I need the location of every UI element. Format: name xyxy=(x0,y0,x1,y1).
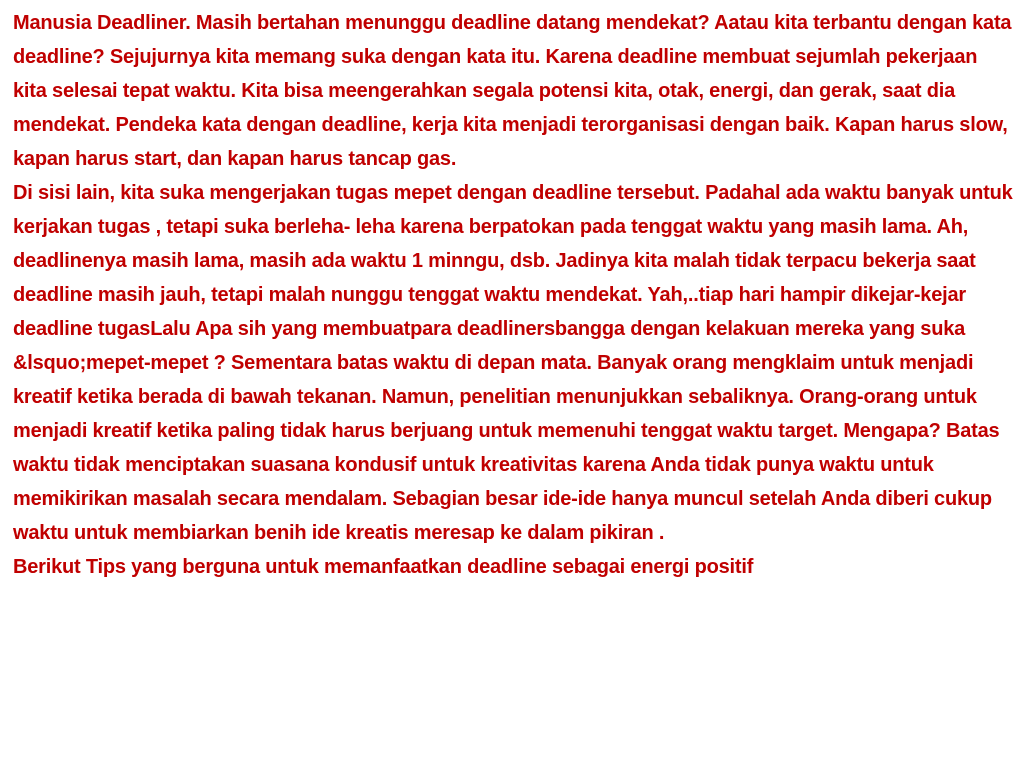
paragraph-berikut-tips: Berikut Tips yang berguna untuk memanfaatkan deadline sebagai energi positif xyxy=(13,556,754,578)
slide-body-text xyxy=(13,6,1013,584)
paragraph-manusia-deadliner: Manusia Deadliner. Masih bertahan menunggu deadline datang mendekat? Aatau kita terbantu dengan kata deadline? Sejujurnya kita memang suka dengan kata itu. Karena deadline membuat sejumlah pekerjaan kita selesai tepat waktu. Kita bisa meengerahkan segala potensi kita, otak, energi, dan gerak, saat dia mendekat. Pendeka kata dengan deadline, kerja kita menjadi terorganisasi dengan baik. Kapan harus slow, kapan harus start, dan kapan harus tancap gas. xyxy=(13,12,1012,170)
paragraph-di-sisi-lain: Di sisi lain, kita suka mengerjakan tugas mepet dengan deadline tersebut. Padahal ada waktu banyak untuk kerjakan tugas , tetapi suka berleha- leha karena berpatokan pada tenggat waktu yang masih lama. Ah, deadlinenya masih lama, masih ada waktu 1 minngu, dsb. Jadinya kita malah tidak terpacu bekerja saat deadline masih jauh, tetapi malah nunggu tenggat waktu mendekat. Yah,..tiap hari hampir dikejar-kejar deadline tugasLalu Apa sih yang membuatpara deadlinersbangga dengan kelakuan mereka yang suka &lsquo;mepet-mepet ? Sementara batas waktu di depan mata. Banyak orang mengklaim untuk menjadi kreatif ketika berada di bawah tekanan. Namun, penelitian menunjukkan sebaliknya. Orang-orang untuk menjadi kreatif ketika paling tidak harus berjuang untuk memenuhi tenggat waktu target. Mengapa? Batas waktu tidak menciptakan suasana kondusif untuk kreativitas karena Anda tidak punya waktu untuk memikirikan masalah secara mendalam. Sebagian besar ide-ide hanya muncul setelah Anda diberi cukup waktu untuk membiarkan benih ide kreatis meresap ke dalam pikiran . xyxy=(13,182,1013,544)
